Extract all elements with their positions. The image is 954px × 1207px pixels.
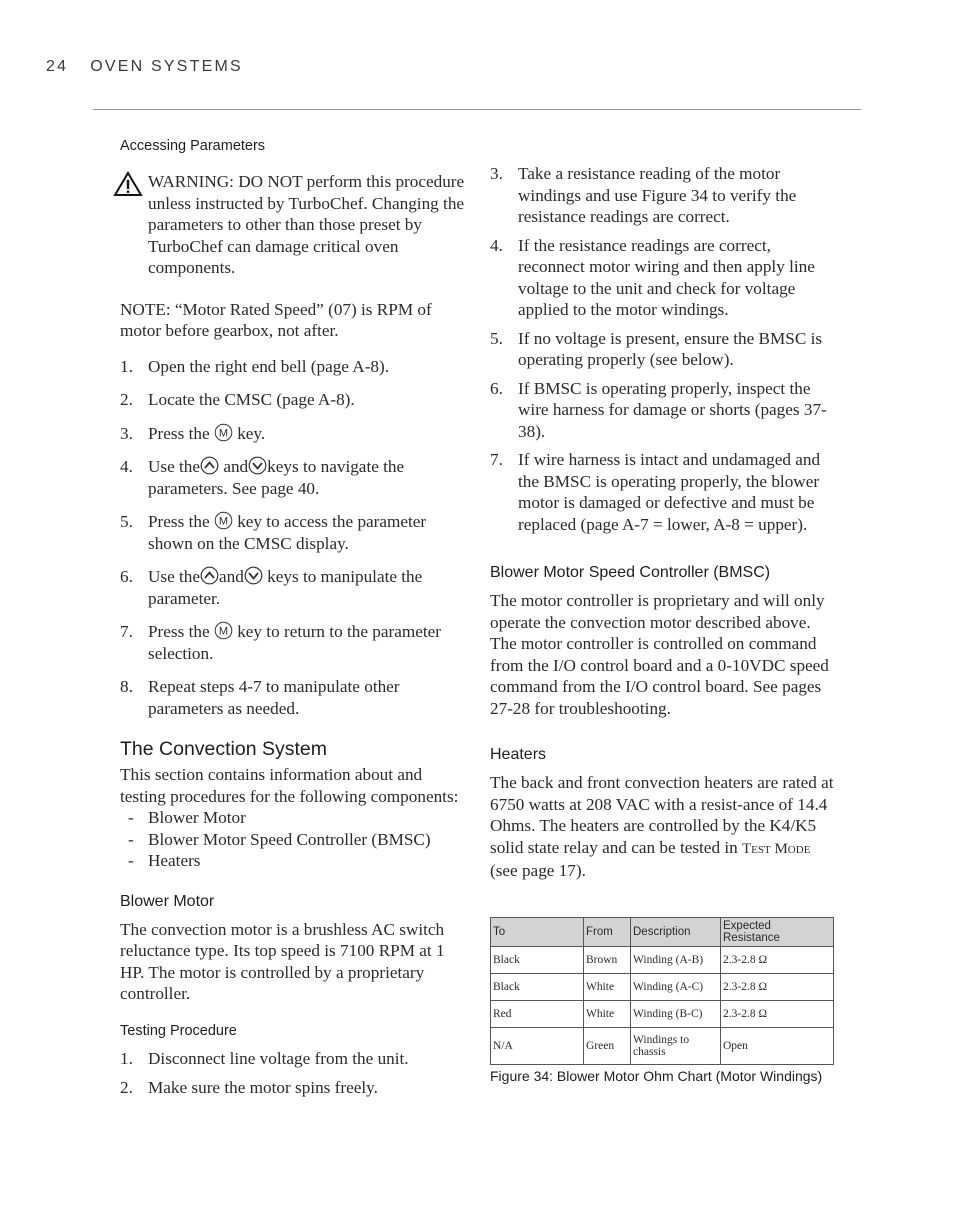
table-cell: 2.3-2.8 Ω <box>721 946 834 973</box>
list-item: 3. Press the M key. <box>120 423 266 443</box>
list-item: 2. Make sure the motor spins freely. <box>120 1078 378 1097</box>
table-cell: Windings to chassis <box>631 1027 721 1064</box>
convection-system-heading: The Convection System <box>120 738 328 760</box>
list-item: - Blower Motor Speed Controller (BMSC) <box>128 829 465 851</box>
table-cell: Green <box>584 1027 631 1064</box>
table-cell: White <box>584 973 631 1000</box>
svg-text:M: M <box>218 427 228 439</box>
list-item: 4. If the resistance readings are correct, reconnect motor wiring and then apply line voltage to the unit and check for voltage applied to the motor windings. <box>490 235 815 319</box>
warning-block <box>120 171 465 279</box>
column-header: To <box>491 917 584 946</box>
section-title: OVEN SYSTEMS <box>90 58 243 75</box>
up-arrow-key-icon <box>200 566 219 585</box>
table-cell: N/A <box>491 1027 584 1064</box>
list-item: 6. If BMSC is operating properly, inspect the wire harness for damage or shorts (pages 37-38). <box>490 378 827 441</box>
testing-steps-left <box>120 1048 465 1099</box>
list-item: 1. Open the right end bell (page A-8). <box>120 356 390 376</box>
table-header-row <box>491 917 834 946</box>
testing-procedure-heading: Testing Procedure <box>120 1022 237 1039</box>
svg-text:M: M <box>218 625 228 638</box>
warning-triangle-icon <box>113 171 143 197</box>
running-header <box>46 58 243 76</box>
column-header: Description <box>631 917 721 946</box>
list-item: 2. Locate the CMSC (page A-8). <box>120 390 355 409</box>
table-cell: 2.3-2.8 Ω <box>721 1000 834 1027</box>
table-row <box>491 1027 834 1064</box>
note-text: NOTE: “Motor Rated Speed” (07) is RPM of motor before gearbox, not after. <box>120 299 432 340</box>
convection-intro: This section contains information about and testing procedures for the following components: <box>120 765 459 806</box>
left-column <box>120 137 465 1099</box>
list-item: 7. If wire harness is intact and undamaged and the BMSC is operating properly, the blower motor is damaged or defective and must be replaced (page A-7 = lower, A-8 = upper). <box>490 450 821 534</box>
bmsc-text: The motor controller is proprietary and will only operate the convection motor described above. The motor controller is controlled on command from the I/O control board and a 0-10VDC speed command from the I/O control board. See pages 27-28 for troubleshooting. <box>490 591 829 718</box>
table-cell: Red <box>491 1000 584 1027</box>
figure-caption: Figure 34: Blower Motor Ohm Chart (Motor Windings) <box>490 1067 823 1084</box>
list-item: 3. Take a resistance reading of the motor windings and use Figure 34 to verify the resistance readings are correct. <box>490 164 797 226</box>
list-item: 7. Press the M key to return to the parameter selection. <box>120 622 441 663</box>
up-arrow-key-icon <box>200 456 219 475</box>
list-item: 5. Press the M key to access the parameter shown on the CMSC display. <box>120 512 427 553</box>
heaters-heading: Heaters <box>490 746 547 763</box>
blower-motor-text: The convection motor is a brushless AC switch reluctance type. Its top speed is 7100 RPM at 1 HP. The motor is controlled by a proprietary controller. <box>120 919 445 1003</box>
list-item: - Blower Motor <box>128 807 465 829</box>
testing-steps-right <box>490 163 835 535</box>
access-steps <box>120 356 465 720</box>
table-cell: Brown <box>584 946 631 973</box>
blower-motor-heading: Blower Motor <box>120 892 215 910</box>
table-row <box>491 1000 834 1027</box>
m-key-icon <box>214 511 233 530</box>
bmsc-heading: Blower Motor Speed Controller (BMSC) <box>490 564 771 581</box>
list-item: 5. If no voltage is present, ensure the BMSC is operating properly (see below). <box>490 328 823 369</box>
component-list <box>128 807 465 872</box>
page-number: 24 <box>46 58 69 75</box>
table-cell: White <box>584 1000 631 1027</box>
table-cell: Open <box>721 1027 834 1064</box>
list-item: 1. Disconnect line voltage from the unit. <box>120 1048 409 1068</box>
list-item: - Heaters <box>128 850 465 872</box>
list-item: 4. Use the and keys to navigate the parameters. See page 40. <box>120 457 405 498</box>
list-item: 6. Use the and keys to manipulate the parameter. <box>120 567 423 608</box>
m-key-icon <box>214 621 233 640</box>
table-cell: 2.3-2.8 Ω <box>721 973 834 1000</box>
table-cell: Winding (B-C) <box>631 1000 721 1027</box>
column-header: Expected Resistance <box>721 917 834 946</box>
column-header: From <box>584 917 631 946</box>
header-rule <box>93 109 861 110</box>
table-row <box>491 946 834 973</box>
accessing-parameters-heading: Accessing Parameters <box>120 138 266 154</box>
right-column <box>490 163 835 1084</box>
test-mode-label: Test Mode <box>742 840 811 857</box>
m-key-icon <box>214 423 233 442</box>
table-cell: Black <box>491 973 584 1000</box>
down-arrow-key-icon <box>244 566 263 585</box>
down-arrow-key-icon <box>248 456 267 475</box>
heaters-text: The back and front convection heaters are rated at 6750 watts at 208 VAC with a resist-ance of 14.4 Ohms. The heaters are controlled by the K4/K5 solid state relay and can be tested in Test Mode (see page 17). <box>490 773 834 880</box>
ohm-chart-table <box>490 917 834 1065</box>
warning-text: WARNING: DO NOT perform this procedure unless instructed by TurboChef. Changing the parameters to other than those preset by TurboChef can damage critical oven components. <box>148 172 465 277</box>
table-cell: Winding (A-C) <box>631 973 721 1000</box>
svg-text:M: M <box>218 515 228 528</box>
table-cell: Winding (A-B) <box>631 946 721 973</box>
table-cell: Black <box>491 946 584 973</box>
table-row <box>491 973 834 1000</box>
ohm-chart-figure <box>490 917 835 1084</box>
list-item: 8. Repeat steps 4-7 to manipulate other parameters as needed. <box>120 677 400 718</box>
